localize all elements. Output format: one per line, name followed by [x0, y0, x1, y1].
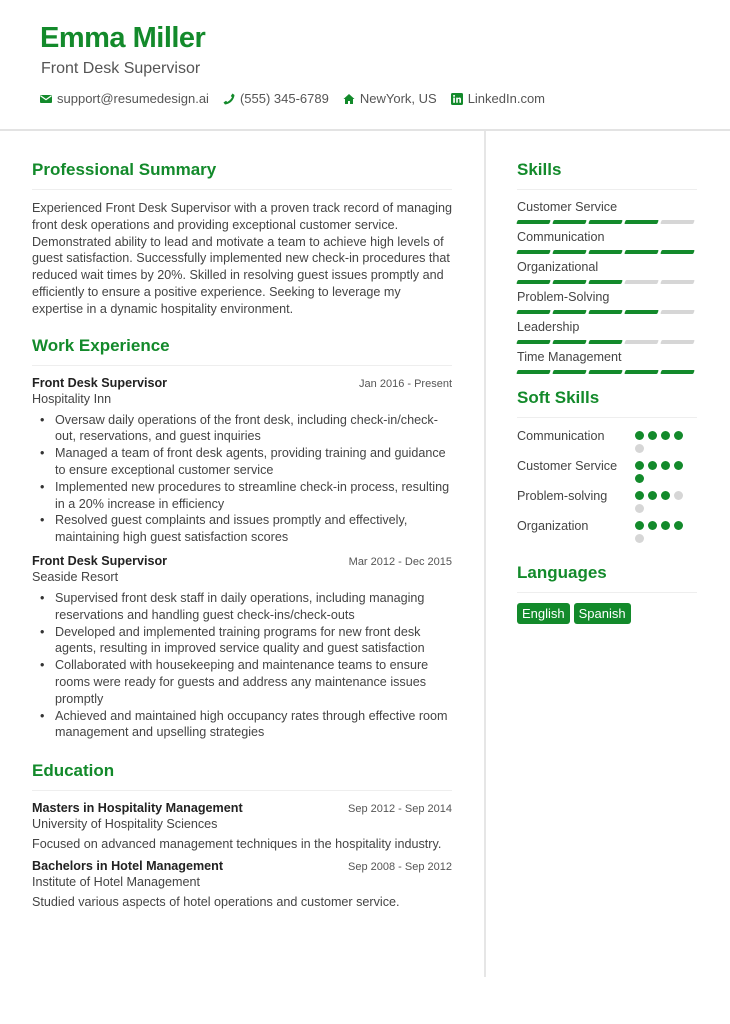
level-segment: [552, 370, 586, 374]
skill-label: Leadership: [517, 320, 580, 334]
soft-skill-item: [517, 488, 697, 513]
education-entry: [32, 801, 452, 851]
skill-label: Problem-Solving: [517, 290, 610, 304]
level-segment: [516, 370, 550, 374]
job-bullets: [32, 590, 452, 741]
summary-text: Experienced Front Desk Supervisor with a proven track record of managing front desk operations and providing exceptional customer service. Demonstrated ability to lead and motivate a team to achieve high levels of guest satisfaction. Successfully implemented new check-in procedures that reduced wait times by 20%. Skilled in resolving guest issues promptly and efficiently to ensure a positive experience. Seeking to leverage my expertise in a dynamic hospitality environment.: [32, 201, 452, 316]
rating-dot: [635, 444, 644, 453]
skill-item: [517, 290, 697, 314]
resume-header: [0, 0, 730, 131]
level-segment: [552, 280, 586, 284]
language-tags: [517, 603, 697, 624]
level-segment: [516, 340, 550, 344]
rating-dot: [674, 491, 683, 500]
bullet-item: • Managed a team of front desk agents, providing training and guidance to ensure exceptional customer service: [55, 445, 452, 479]
bullet-item: • Developed and implemented training programs for new front desk agents, resulting in improved service quality and guest satisfaction: [55, 624, 452, 658]
soft-skill-label: Customer Service: [517, 459, 618, 473]
rating-dot: [635, 474, 644, 483]
contact-phone-text: (555) 345-6789: [239, 91, 329, 106]
bullet-item: • Achieved and maintained high occupancy rates through effective room management and upselling strategies: [55, 708, 452, 742]
rating-dot: [661, 491, 670, 500]
soft-skill-rating: [635, 518, 691, 543]
bullet-item: • Oversaw daily operations of the front desk, including check-in/check-out, reservations, and guest inquiries: [55, 412, 452, 446]
job-entry: [32, 376, 452, 546]
level-segment: [624, 370, 658, 374]
contact-location: [343, 91, 437, 106]
contact-linkedin[interactable]: [451, 91, 545, 106]
soft-skill-item: [517, 428, 697, 453]
experience-heading: Work Experience: [32, 336, 452, 366]
rating-dot: [635, 521, 644, 530]
rating-dot: [648, 431, 657, 440]
bullet-item: • Supervised front desk staff in daily operations, including managing reservations and handling guest check-ins/check-outs: [55, 590, 452, 624]
level-segment: [660, 340, 694, 344]
soft-skill-item: [517, 518, 697, 543]
rating-dot: [635, 431, 644, 440]
education-heading: Education: [32, 761, 452, 791]
rating-dot: [661, 431, 670, 440]
bullet-item: • Collaborated with housekeeping and maintenance teams to ensure rooms were ready for guests and address any maintenance issues promptly: [55, 657, 452, 707]
phone-icon: [223, 93, 235, 105]
contact-location-text: NewYork, US: [359, 91, 437, 106]
rating-dot: [674, 431, 683, 440]
level-segment: [588, 310, 622, 314]
language-tag: English: [517, 603, 570, 624]
skill-item: [517, 200, 697, 224]
skill-level-bar: [517, 310, 697, 314]
skill-level-bar: [517, 250, 697, 254]
main-column: [32, 160, 452, 929]
rating-dot: [635, 461, 644, 470]
soft-skills-heading: Soft Skills: [517, 388, 697, 418]
level-segment: [660, 310, 694, 314]
school: University of Hospitality Sciences: [32, 817, 218, 832]
level-segment: [588, 280, 622, 284]
job-title: Front Desk Supervisor: [32, 553, 168, 568]
level-segment: [624, 250, 658, 254]
education-description: Focused on advanced management techniques in the hospitality industry.: [32, 837, 442, 852]
level-segment: [516, 220, 550, 224]
experience-section: [32, 336, 452, 742]
level-segment: [624, 310, 658, 314]
home-icon: [343, 93, 355, 105]
skill-level-bar: [517, 340, 697, 344]
level-segment: [624, 280, 658, 284]
skill-level-bar: [517, 370, 697, 374]
soft-skill-label: Communication: [517, 429, 605, 443]
level-segment: [660, 280, 694, 284]
candidate-name: Emma Miller: [40, 22, 206, 54]
rating-dot: [674, 461, 683, 470]
skill-level-bar: [517, 220, 697, 224]
sidebar-column: [517, 160, 697, 644]
soft-skills-list: [517, 428, 697, 543]
school: Institute of Hotel Management: [32, 875, 201, 890]
level-segment: [660, 370, 694, 374]
level-segment: [552, 310, 586, 314]
level-segment: [516, 280, 550, 284]
bullet-item: • Resolved guest complaints and issues promptly and effectively, maintaining high guest satisfaction scores: [55, 512, 452, 546]
column-divider: [484, 131, 486, 977]
level-segment: [588, 250, 622, 254]
level-segment: [588, 220, 622, 224]
level-segment: [588, 370, 622, 374]
job-date: Jan 2016 - Present: [359, 377, 452, 390]
rating-dot: [635, 534, 644, 543]
languages-section: [517, 563, 697, 624]
rating-dot: [648, 521, 657, 530]
job-bullets: [32, 412, 452, 546]
level-segment: [552, 250, 586, 254]
level-segment: [660, 250, 694, 254]
level-segment: [552, 220, 586, 224]
contact-bar: [40, 91, 559, 106]
degree: Bachelors in Hotel Management: [32, 859, 224, 874]
skill-label: Organizational: [517, 260, 599, 274]
language-tag: Spanish: [574, 603, 631, 624]
skill-item: [517, 320, 697, 344]
linkedin-icon: [451, 93, 463, 105]
soft-skill-rating: [635, 458, 691, 483]
level-segment: [516, 310, 550, 314]
languages-heading: Languages: [517, 563, 697, 593]
rating-dot: [674, 521, 683, 530]
education-date: Sep 2008 - Sep 2012: [348, 861, 452, 874]
soft-skill-item: [517, 458, 697, 483]
rating-dot: [635, 504, 644, 513]
skill-level-bar: [517, 280, 697, 284]
soft-skill-label: Organization: [517, 519, 589, 533]
skills-section: [517, 160, 697, 374]
skill-item: [517, 350, 697, 374]
level-segment: [660, 220, 694, 224]
contact-email[interactable]: [40, 91, 209, 106]
education-section: [32, 761, 452, 909]
job-company: Seaside Resort: [32, 569, 119, 584]
education-description: Studied various aspects of hotel operations and customer service.: [32, 895, 400, 910]
bullet-item: • Implemented new procedures to streamline check-in process, resulting in a 20% increase in efficiency: [55, 479, 452, 513]
education-entry: [32, 859, 452, 909]
skill-label: Customer Service: [517, 200, 618, 214]
contact-linkedin-text: LinkedIn.com: [467, 91, 546, 106]
soft-skill-rating: [635, 428, 691, 453]
rating-dot: [648, 461, 657, 470]
skills-heading: Skills: [517, 160, 697, 190]
level-segment: [624, 340, 658, 344]
level-segment: [552, 340, 586, 344]
job-date: Mar 2012 - Dec 2015: [348, 555, 452, 568]
education-date: Sep 2012 - Sep 2014: [348, 803, 452, 816]
job-company: Hospitality Inn: [32, 391, 112, 406]
level-segment: [588, 340, 622, 344]
rating-dot: [661, 521, 670, 530]
skill-label: Communication: [517, 230, 605, 244]
contact-email-text: support@resumedesign.ai: [57, 91, 209, 106]
rating-dot: [661, 461, 670, 470]
level-segment: [624, 220, 658, 224]
degree: Masters in Hospitality Management: [32, 801, 243, 816]
summary-heading: Professional Summary: [32, 160, 452, 190]
skill-item: [517, 230, 697, 254]
contact-phone[interactable]: [223, 91, 329, 106]
level-segment: [516, 250, 550, 254]
soft-skills-section: [517, 388, 697, 543]
job-title: Front Desk Supervisor: [32, 375, 168, 390]
rating-dot: [648, 491, 657, 500]
soft-skill-label: Problem-solving: [517, 489, 608, 503]
candidate-title: Front Desk Supervisor: [41, 60, 201, 77]
job-entry: [32, 554, 452, 741]
summary-section: [32, 160, 452, 318]
skills-list: [517, 200, 697, 374]
rating-dot: [635, 491, 644, 500]
envelope-icon: [40, 93, 52, 105]
soft-skill-rating: [635, 488, 691, 513]
skill-item: [517, 260, 697, 284]
skill-label: Time Management: [517, 350, 622, 364]
